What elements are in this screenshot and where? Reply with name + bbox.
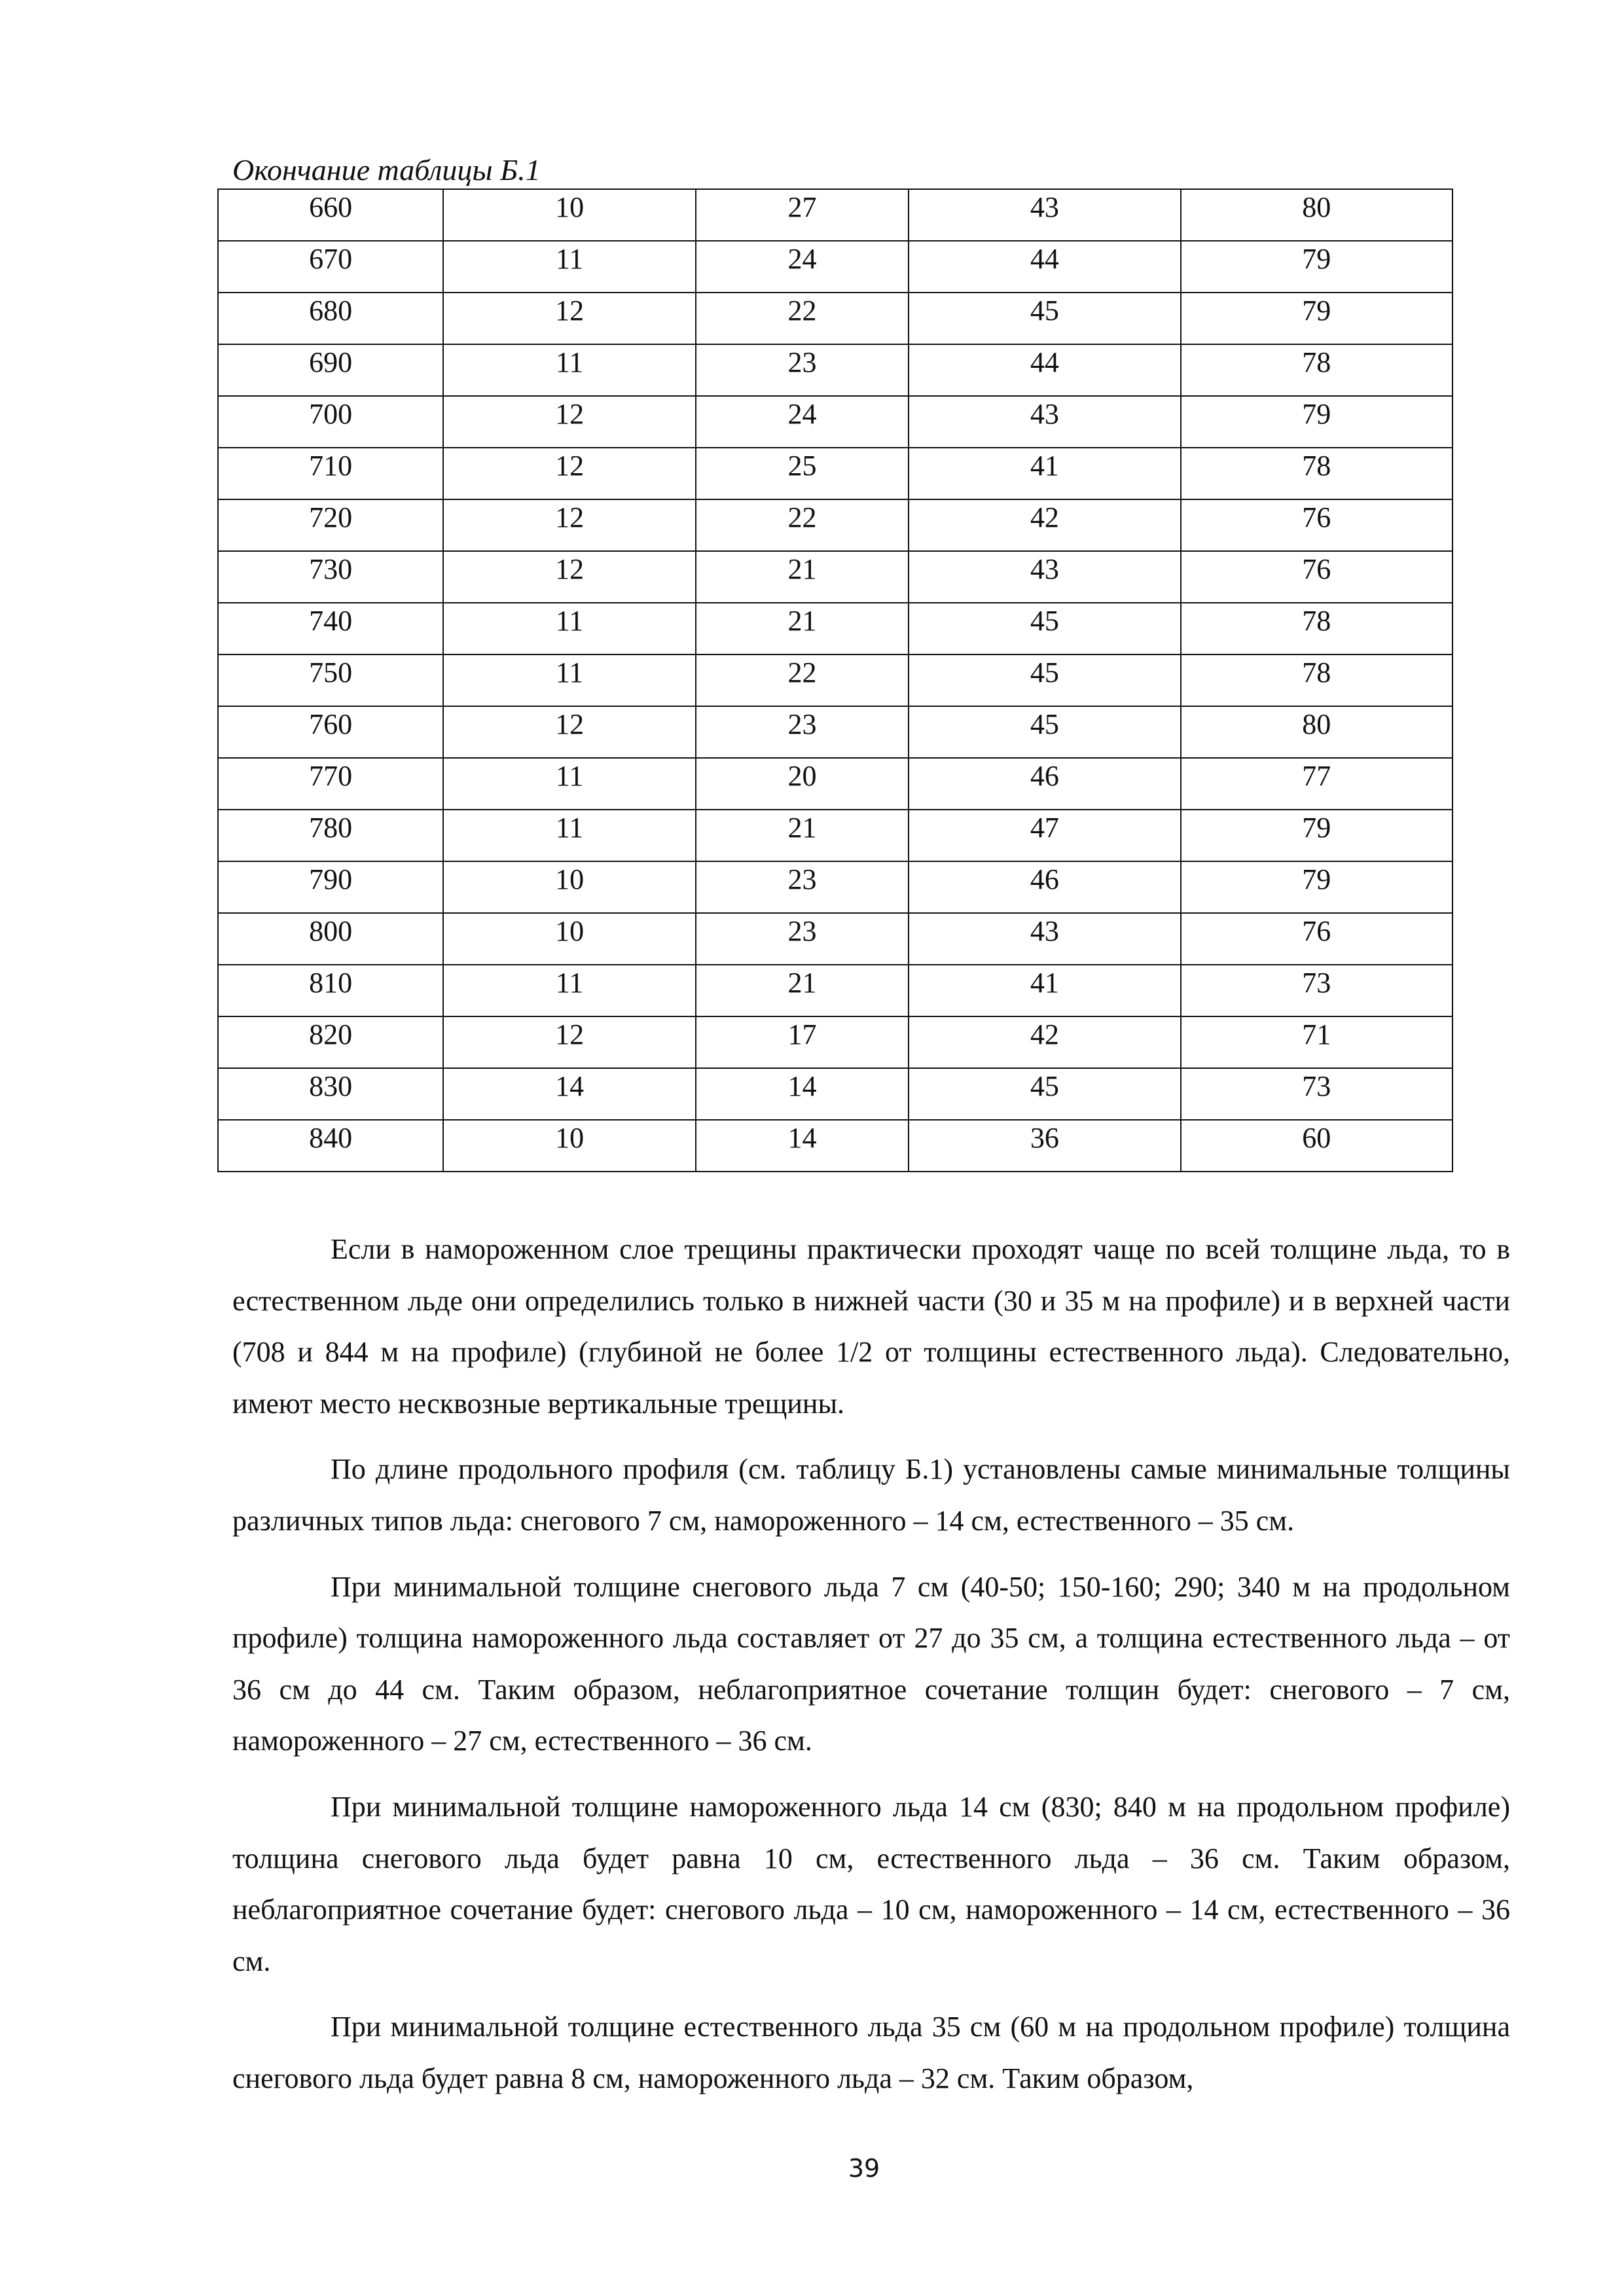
- table-cell: 12: [443, 551, 695, 603]
- table-cell: 78: [1181, 448, 1453, 499]
- table-cell: 23: [696, 913, 909, 965]
- table-row: [218, 1016, 1453, 1068]
- table-cell: 80: [1181, 189, 1453, 241]
- table-cell: 36: [909, 1120, 1180, 1172]
- table-cell: 840: [218, 1120, 443, 1172]
- table-cell: 78: [1181, 344, 1453, 396]
- table-cell: 14: [696, 1068, 909, 1120]
- table-cell: 76: [1181, 913, 1453, 965]
- table-cell: 17: [696, 1016, 909, 1068]
- table-cell: 22: [696, 655, 909, 706]
- table-cell: 12: [443, 706, 695, 758]
- table-cell: 41: [909, 448, 1180, 499]
- table-row: [218, 189, 1453, 241]
- table-cell: 12: [443, 293, 695, 344]
- table-cell: 720: [218, 499, 443, 551]
- table-cell: 73: [1181, 1068, 1453, 1120]
- table-cell: 73: [1181, 965, 1453, 1016]
- table-cell: 76: [1181, 499, 1453, 551]
- table-cell: 11: [443, 758, 695, 810]
- table-cell: 790: [218, 861, 443, 913]
- table-row: [218, 655, 1453, 706]
- table-cell: 10: [443, 1120, 695, 1172]
- table-cell: 11: [443, 603, 695, 655]
- table-cell: 690: [218, 344, 443, 396]
- table-cell: 60: [1181, 1120, 1453, 1172]
- table-cell: 22: [696, 293, 909, 344]
- table-row: [218, 1068, 1453, 1120]
- table-cell: 700: [218, 396, 443, 448]
- table-cell: 79: [1181, 396, 1453, 448]
- table-cell: 11: [443, 965, 695, 1016]
- table-row: [218, 758, 1453, 810]
- table-cell: 47: [909, 810, 1180, 861]
- table-row: [218, 551, 1453, 603]
- table-row: [218, 499, 1453, 551]
- table-cell: 41: [909, 965, 1180, 1016]
- table-cell: 770: [218, 758, 443, 810]
- table-cell: 20: [696, 758, 909, 810]
- table-row: [218, 241, 1453, 293]
- table-cell: 23: [696, 344, 909, 396]
- paragraph: При минимальной толщине снегового льда 7 см (40-50; 150-160; 290; 340 м на продольном профиле) толщина намороженного льда составляет от 27 до 35 см, а толщина естественного льда – от 36 см до 44 см. Таким образом, неблагоприятное сочетание толщин будет: снегового – 7 см, намороженного – 27 см, естественного – 36 см.: [232, 1570, 1510, 1757]
- table-cell: 10: [443, 913, 695, 965]
- table-cell: 670: [218, 241, 443, 293]
- table-cell: 45: [909, 603, 1180, 655]
- table-row: [218, 344, 1453, 396]
- table-cell: 660: [218, 189, 443, 241]
- table-row: [218, 1120, 1453, 1172]
- table-cell: 11: [443, 810, 695, 861]
- table-cell: 44: [909, 344, 1180, 396]
- paragraph: По длине продольного профиля (см. таблицу Б.1) установлены самые минимальные толщины различных типов льда: снегового 7 см, намороженного – 14 см, естественного – 35 см.: [232, 1453, 1510, 1537]
- ice-thickness-table: [217, 188, 1453, 1172]
- page-number: 39: [848, 2154, 880, 2183]
- table-cell: 43: [909, 551, 1180, 603]
- table-cell: 43: [909, 396, 1180, 448]
- table-cell: 43: [909, 913, 1180, 965]
- table-cell: 14: [696, 1120, 909, 1172]
- table-cell: 44: [909, 241, 1180, 293]
- table-cell: 22: [696, 499, 909, 551]
- table-row: [218, 810, 1453, 861]
- table-cell: 23: [696, 706, 909, 758]
- table-cell: 79: [1181, 293, 1453, 344]
- table-row: [218, 913, 1453, 965]
- table-cell: 42: [909, 1016, 1180, 1068]
- table-cell: 730: [218, 551, 443, 603]
- table-cell: 27: [696, 189, 909, 241]
- table-cell: 79: [1181, 241, 1453, 293]
- table-row: [218, 396, 1453, 448]
- table-caption: Окончание таблицы Б.1: [232, 153, 541, 187]
- table-cell: 680: [218, 293, 443, 344]
- table-cell: 11: [443, 344, 695, 396]
- table-cell: 710: [218, 448, 443, 499]
- table-cell: 24: [696, 241, 909, 293]
- table-cell: 77: [1181, 758, 1453, 810]
- table-cell: 46: [909, 758, 1180, 810]
- paragraph: Если в намороженном слое трещины практически проходят чаще по всей толщине льда, то в естественном льде они определились только в нижней части (30 и 35 м на профиле) и в верхней части (708 и 844 м на профиле) (глубиной не более 1/2 от толщины естественного льда). Следовательно, имеют место несквозные вертикальные трещины.: [232, 1233, 1510, 1420]
- table-cell: 830: [218, 1068, 443, 1120]
- table-cell: 21: [696, 965, 909, 1016]
- table-cell: 43: [909, 189, 1180, 241]
- table-cell: 10: [443, 861, 695, 913]
- table-cell: 76: [1181, 551, 1453, 603]
- table-cell: 12: [443, 396, 695, 448]
- table-row: [218, 706, 1453, 758]
- table-cell: 45: [909, 1068, 1180, 1120]
- table-cell: 78: [1181, 655, 1453, 706]
- table-cell: 10: [443, 189, 695, 241]
- table-cell: 79: [1181, 861, 1453, 913]
- table-body: [218, 189, 1453, 1172]
- table-cell: 71: [1181, 1016, 1453, 1068]
- table-cell: 79: [1181, 810, 1453, 861]
- table-cell: 14: [443, 1068, 695, 1120]
- table-cell: 780: [218, 810, 443, 861]
- paragraph: При минимальной толщине естественного льда 35 см (60 м на продольном профиле) толщина снегового льда будет равна 8 см, намороженного льда – 32 см. Таким образом,: [232, 2011, 1510, 2094]
- table-cell: 12: [443, 448, 695, 499]
- table-cell: 42: [909, 499, 1180, 551]
- table-cell: 25: [696, 448, 909, 499]
- table-cell: 45: [909, 293, 1180, 344]
- table-row: [218, 448, 1453, 499]
- table-row: [218, 603, 1453, 655]
- paragraph: При минимальной толщине намороженного льда 14 см (830; 840 м на продольном профиле) толщина снегового льда будет равна 10 см, естественного льда – 36 см. Таким образом, неблагоприятное сочетание будет: снегового льда – 10 см, намороженного – 14 см, естественного – 36 см.: [232, 1790, 1510, 1977]
- table-cell: 810: [218, 965, 443, 1016]
- table-cell: 24: [696, 396, 909, 448]
- table-cell: 800: [218, 913, 443, 965]
- table-row: [218, 965, 1453, 1016]
- table-cell: 11: [443, 655, 695, 706]
- table-cell: 12: [443, 499, 695, 551]
- table-cell: 12: [443, 1016, 695, 1068]
- body-text: [232, 1224, 1510, 2105]
- table-row: [218, 293, 1453, 344]
- table-cell: 45: [909, 655, 1180, 706]
- table-cell: 21: [696, 603, 909, 655]
- table-cell: 820: [218, 1016, 443, 1068]
- table-cell: 760: [218, 706, 443, 758]
- table-cell: 80: [1181, 706, 1453, 758]
- table-row: [218, 861, 1453, 913]
- table-cell: 21: [696, 551, 909, 603]
- table-cell: 45: [909, 706, 1180, 758]
- table-cell: 21: [696, 810, 909, 861]
- table-cell: 11: [443, 241, 695, 293]
- table-cell: 46: [909, 861, 1180, 913]
- table-cell: 23: [696, 861, 909, 913]
- table-cell: 78: [1181, 603, 1453, 655]
- table-cell: 740: [218, 603, 443, 655]
- table-cell: 750: [218, 655, 443, 706]
